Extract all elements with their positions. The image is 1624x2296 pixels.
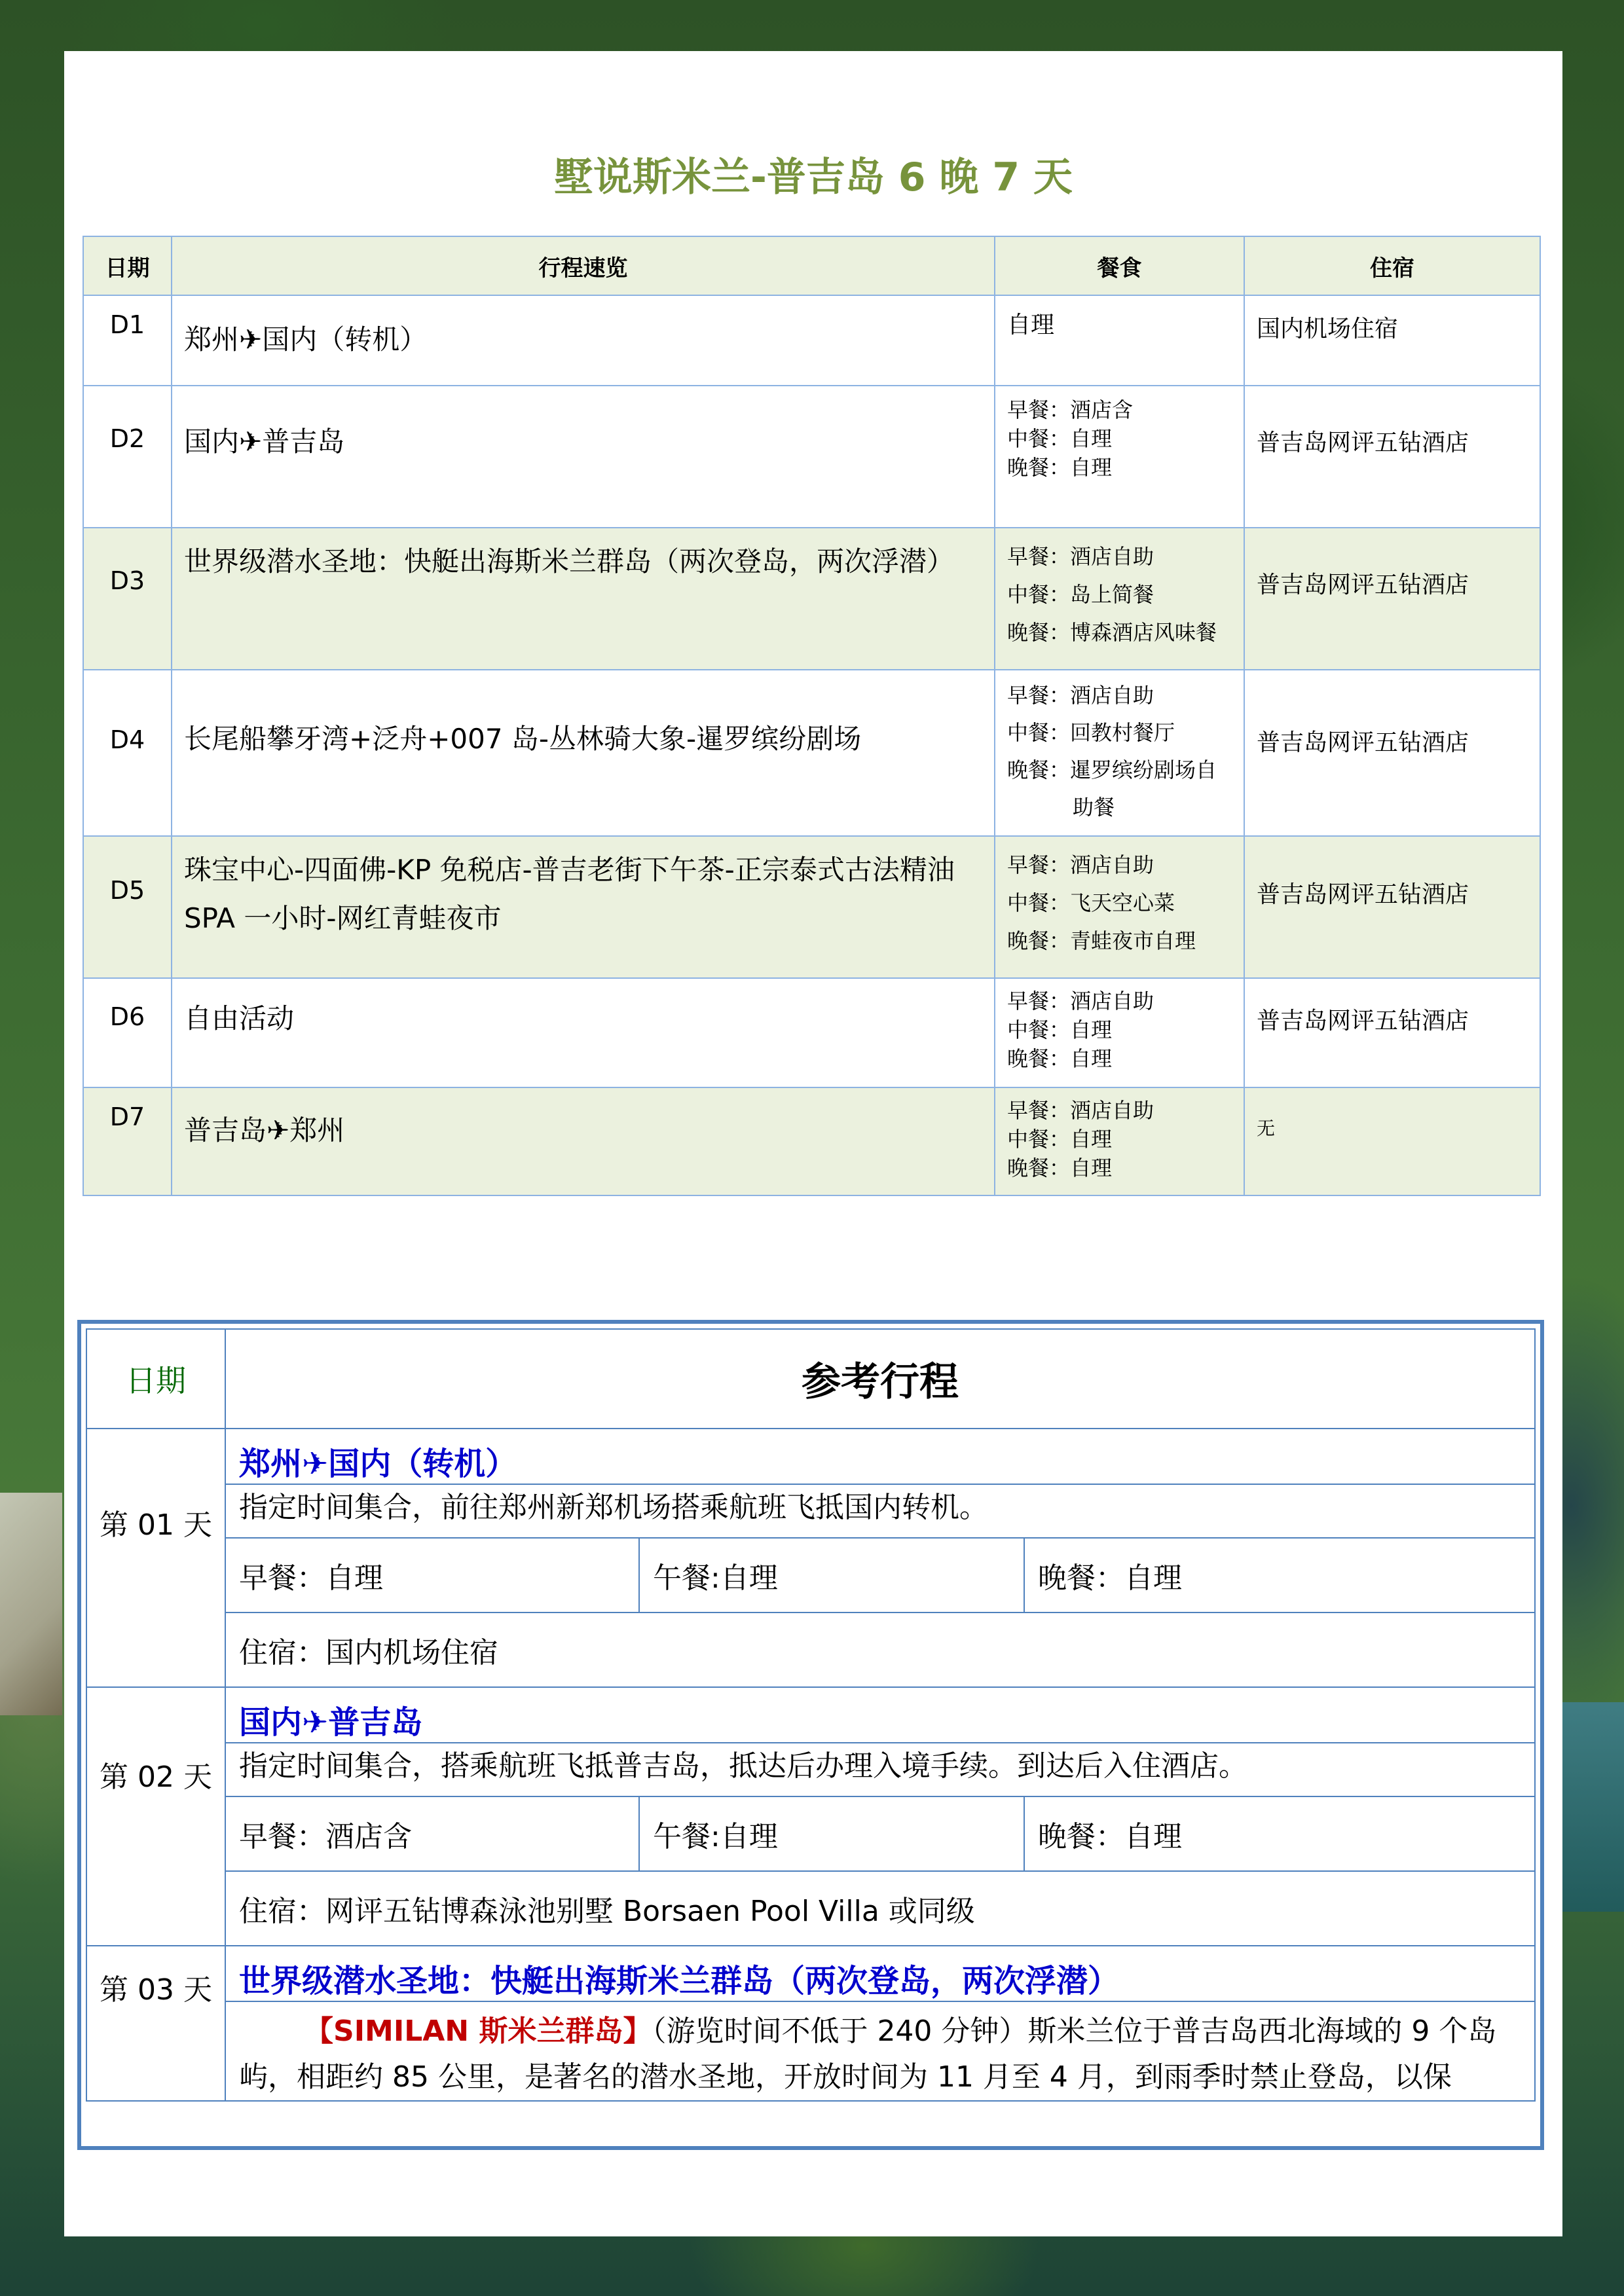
highlight-title: 【SIMILAN 斯米兰群岛】	[304, 2014, 652, 2048]
lunch-text: 午餐:自理	[639, 1796, 1024, 1871]
meals-cell: 早餐：酒店自助 中餐：自理 晚餐：自理	[995, 978, 1244, 1087]
meals-cell: 早餐：酒店自助 中餐：岛上简餐 晚餐：博森酒店风味餐	[995, 528, 1244, 670]
summary-row	[83, 386, 1540, 528]
day-label: D1	[83, 295, 172, 386]
stay-text: 普吉岛网评五钻酒店	[1244, 670, 1540, 836]
meals-cell: 自理	[995, 295, 1244, 386]
summary-row	[83, 295, 1540, 386]
day-subtitle-row	[86, 1946, 1535, 2001]
lunch-text: 午餐:自理	[639, 1538, 1024, 1613]
summary-row	[83, 836, 1540, 978]
summary-row	[83, 670, 1540, 836]
day-label: D3	[83, 528, 172, 670]
summary-row	[83, 1087, 1540, 1195]
day-label: D4	[83, 670, 172, 836]
summary-header-row	[83, 236, 1540, 295]
summary-row	[83, 978, 1540, 1087]
background-building	[0, 1493, 62, 1715]
day-label: D5	[83, 836, 172, 978]
day-paragraph	[225, 2001, 1535, 2101]
day-description: 指定时间集合，前往郑州新郑机场搭乘航班飞抵国内转机。	[225, 1484, 1535, 1538]
stay-text: 住宿：国内机场住宿	[225, 1613, 1535, 1687]
route-text: 世界级潜水圣地：快艇出海斯米兰群岛（两次登岛，两次浮潜）	[172, 528, 995, 670]
day-description: 指定时间集合，搭乘航班飞抵普吉岛，抵达后办理入境手续。到达后入住酒店。	[225, 1743, 1535, 1796]
header-stay: 住宿	[1244, 236, 1540, 295]
day-stay-row	[86, 1613, 1535, 1687]
day-description-row	[86, 1743, 1535, 1796]
route-text: 普吉岛✈郑州	[172, 1087, 995, 1195]
day-meals-row	[86, 1538, 1535, 1613]
stay-text: 普吉岛网评五钻酒店	[1244, 528, 1540, 670]
route-text: 国内✈普吉岛	[172, 386, 995, 528]
stay-text: 住宿：网评五钻博森泳池别墅 Borsaen Pool Villa 或同级	[225, 1871, 1535, 1946]
day-subtitle: 世界级潜水圣地：快艇出海斯米兰群岛（两次登岛，两次浮潜）	[225, 1946, 1535, 2001]
stay-text: 普吉岛网评五钻酒店	[1244, 836, 1540, 978]
day-subtitle-row	[86, 1429, 1535, 1484]
route-text: 珠宝中心-四面佛-KP 免税店-普吉老街下午茶-正宗泰式古法精油 SPA 一小时-网红青蛙夜市	[172, 836, 995, 978]
route-text: 自由活动	[172, 978, 995, 1087]
route-text: 郑州✈国内（转机）	[172, 295, 995, 386]
breakfast-text: 早餐：自理	[225, 1538, 639, 1613]
meals-cell: 早餐：酒店含 中餐：自理 晚餐：自理	[995, 386, 1244, 528]
stay-text: 国内机场住宿	[1244, 295, 1540, 386]
reference-itinerary-table	[86, 1328, 1536, 2102]
day-meals-row	[86, 1796, 1535, 1871]
stay-text: 普吉岛网评五钻酒店	[1244, 978, 1540, 1087]
breakfast-text: 早餐：酒店含	[225, 1796, 639, 1871]
header-meals: 餐食	[995, 236, 1244, 295]
paragraph-text: （游览时间不低于 240 分钟）斯米兰位于普吉岛西北海域的 9 个岛屿，相距约 85 公里，是著名的潜水圣地，开放时间为 11 月至 4 月，到雨季时禁止登岛，以保	[239, 2014, 1497, 2094]
document-page	[64, 51, 1562, 2236]
summary-row	[83, 528, 1540, 670]
day-subtitle-row	[86, 1687, 1535, 1743]
day-subtitle: 国内✈普吉岛	[225, 1687, 1535, 1743]
day-label: D6	[83, 978, 172, 1087]
itinerary-header-row	[86, 1329, 1535, 1429]
day-label: D2	[83, 386, 172, 528]
day-number: 第 03 天	[86, 1946, 225, 2101]
dinner-text: 晚餐：自理	[1024, 1796, 1535, 1871]
route-text: 长尾船攀牙湾+泛舟+007 岛-丛林骑大象-暹罗缤纷剧场	[172, 670, 995, 836]
day-stay-row	[86, 1871, 1535, 1946]
day-number: 第 01 天	[86, 1429, 225, 1687]
stay-text: 普吉岛网评五钻酒店	[1244, 386, 1540, 528]
meals-cell: 早餐：酒店自助 中餐：飞天空心菜 晚餐：青蛙夜市自理	[995, 836, 1244, 978]
day-description-row	[86, 1484, 1535, 1538]
reference-itinerary-frame	[77, 1320, 1544, 2150]
day-subtitle: 郑州✈国内（转机）	[225, 1429, 1535, 1484]
itinerary-summary-table	[83, 236, 1541, 1196]
header-route: 行程速览	[172, 236, 995, 295]
day-number: 第 02 天	[86, 1687, 225, 1946]
background-pool	[1559, 1702, 1624, 1912]
day-paragraph-row	[86, 2001, 1535, 2101]
day-label: D7	[83, 1087, 172, 1195]
meals-cell: 早餐：酒店自助 中餐：回教村餐厅 晚餐：暹罗缤纷剧场自助餐	[995, 670, 1244, 836]
dinner-text: 晚餐：自理	[1024, 1538, 1535, 1613]
itinerary-header-date: 日期	[86, 1329, 225, 1429]
stay-text: 无	[1244, 1087, 1540, 1195]
header-date: 日期	[83, 236, 172, 295]
meals-cell: 早餐：酒店自助 中餐：自理 晚餐：自理	[995, 1087, 1244, 1195]
itinerary-header-title: 参考行程	[225, 1329, 1535, 1429]
page-title: 墅说斯米兰-普吉岛 6 晚 7 天	[554, 155, 1073, 200]
